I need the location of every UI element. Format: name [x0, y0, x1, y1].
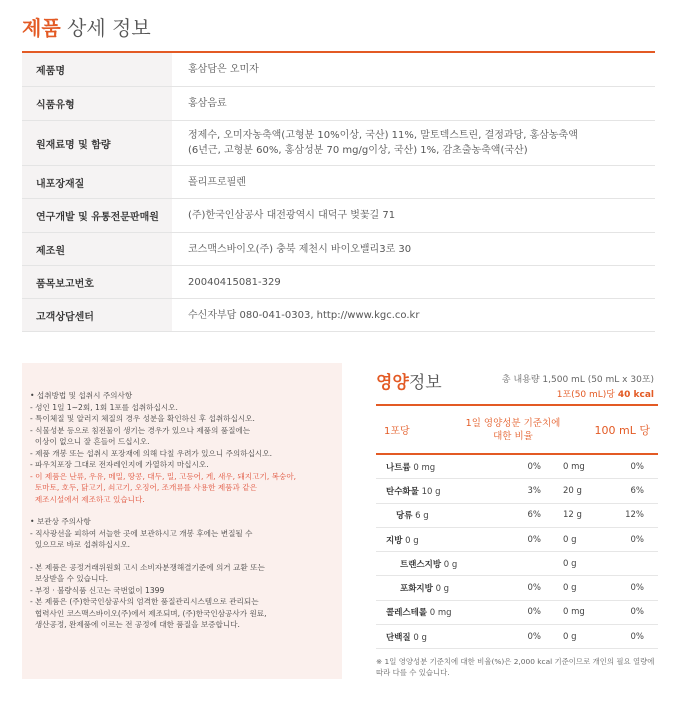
nutrient-amount: 0 g	[405, 535, 419, 546]
nutrient-amount: 10 g	[421, 486, 441, 497]
nutrient-name-cell	[376, 461, 488, 473]
nutrient-name-cell	[376, 606, 488, 618]
header-per-100ml: 100 mL 당	[594, 423, 650, 437]
spec-row	[22, 166, 655, 199]
total-content: 총 내용량 1,500 mL (50 mL x 30포)	[501, 375, 654, 385]
spec-value-line: (주)한국인삼공사 대전광역시 대덕구 벚꽃길 71	[188, 210, 396, 221]
nutrient-amount: 0 mg	[413, 462, 436, 473]
nutrition-title-strong: 영양	[376, 373, 409, 393]
guide-line: 토마토, 호두, 닭고기, 쇠고기, 오징어, 조개류를 사용한 제품과 같은	[30, 483, 257, 492]
storage-lines	[30, 528, 326, 551]
nutrient-name-cell	[376, 558, 488, 570]
nutrient-name-cell	[376, 582, 488, 594]
spec-row	[22, 53, 655, 87]
nutrient-daily-pct: 0%	[527, 583, 541, 594]
spec-value-line: 폴리프로필렌	[188, 176, 246, 188]
nutrient-daily-pct-100ml: 6%	[630, 485, 644, 496]
spec-label: 제조원	[22, 233, 172, 265]
spec-value	[172, 208, 655, 223]
guide-line: - 본 제품은 (주)한국인삼공사의 엄격한 품질관리시스템으로 관리되는	[30, 597, 259, 606]
spec-value	[172, 175, 655, 190]
spec-value-line: 정제수, 오미자농축액(고형분 10%이상, 국산) 11%, 말토덱스트린, 결정과당, 홍삼농축액	[188, 130, 578, 141]
policy-lines	[30, 562, 326, 631]
nutrient-name: 트랜스지방	[400, 559, 442, 570]
spec-label: 고객상담센터	[22, 299, 172, 331]
nutrient-name: 포화지방	[400, 584, 433, 595]
nutrient-daily-pct: 0%	[527, 534, 541, 545]
nutrient-daily-pct-100ml: 12%	[625, 510, 644, 521]
spec-row	[22, 233, 655, 266]
nutrient-amount-100ml: 20 g	[563, 485, 582, 496]
nutrient-name: 당류	[396, 511, 413, 522]
nutrient-row	[376, 479, 658, 503]
spec-label: 제품명	[22, 53, 172, 86]
page-title	[22, 12, 151, 41]
nutrient-name: 콜레스테롤	[386, 608, 428, 619]
guide-line: - 식물성분 등으로 침전물이 생기는 경우가 있으나 제품의 품질에는	[30, 425, 251, 435]
spec-label: 원재료명 및 함량	[22, 121, 172, 165]
guide-line: - 제품 개봉 또는 섭취시 포장재에 의해 다칠 우려가 있으니 주의하십시오.	[30, 448, 273, 458]
nutrient-name: 단백질	[386, 632, 411, 643]
nutrient-daily-pct-100ml: 0%	[630, 534, 644, 545]
spec-row	[22, 121, 655, 166]
intake-title: • 섭취방법 및 섭취시 주의사항	[30, 391, 133, 400]
nutrient-amount-100ml: 0 g	[563, 534, 577, 545]
spec-value-line: 20040415081-329	[188, 276, 281, 288]
nutrient-amount-100ml: 0 g	[563, 631, 577, 642]
storage-title: • 보관상 주의사항	[30, 517, 91, 526]
spec-value-line: (6년근, 고형분 60%, 홍삼성분 70 mg/g이상, 국산) 1%, 감초출농축액(국산)	[188, 145, 528, 156]
nutrient-name: 나트륨	[386, 462, 411, 473]
header-per-serving: 1포당	[384, 426, 410, 437]
guide-line: - 파우치포장 그대로 전자레인지에 가열하지 마십시오.	[30, 460, 209, 469]
nutrient-name-cell	[376, 534, 488, 546]
header-daily-value	[464, 417, 562, 443]
page-title-rest: 상세 정보	[60, 16, 151, 40]
nutrition-footnote: ※ 1일 영양성분 기준치에 대한 비율(%)은 2,000 kcal 기준이므로 개인의 필요 열량에 따라 다를 수 있습니다.	[376, 657, 655, 677]
header-daily-value-line1: 1일 영양성분 기준치에	[465, 417, 561, 429]
nutrient-amount-100ml: 0 g	[563, 583, 577, 594]
guide-line: 생산공정, 완제품에 이르는 전 공정에 대한 품질을 보증합니다.	[30, 620, 240, 629]
nutrient-row	[376, 455, 658, 479]
spec-label: 내포장재질	[22, 166, 172, 198]
nutrient-row	[376, 528, 658, 552]
nutrient-amount-100ml: 12 g	[563, 510, 582, 521]
nutrition-title	[376, 368, 442, 393]
spec-value-line: 홍삼음료	[188, 98, 227, 109]
allergen-warning	[30, 471, 326, 506]
nutrient-daily-pct-100ml: 0%	[630, 607, 644, 618]
nutrient-daily-pct-100ml: 0%	[630, 583, 644, 594]
nutrient-amount: 0 mg	[429, 608, 452, 619]
serving-info	[557, 387, 654, 400]
nutrient-amount-100ml: 0 mg	[563, 461, 585, 472]
nutrient-daily-pct-100ml: 0%	[630, 461, 644, 472]
page-title-strong: 제품	[22, 16, 61, 40]
spec-value	[172, 242, 655, 257]
spec-value	[172, 96, 655, 111]
nutrient-name-cell	[376, 485, 488, 497]
nutrient-row	[376, 504, 658, 528]
nutrient-daily-pct: 3%	[527, 485, 541, 496]
nutrient-row	[376, 576, 658, 600]
guide-line: - 직사광선을 피하여 서늘한 곳에 보관하시고 개봉 후에는 변질될 수	[30, 528, 253, 538]
guide-line: 협력사인 코스맥스바이오(주)에서 제조되며, (주)한국인삼공사가 원료,	[30, 608, 267, 618]
product-spec-table	[22, 51, 655, 332]
spec-value-line: 수신자부담 080-041-0303, http://www.kgc.co.kr	[188, 309, 420, 321]
nutrient-row	[376, 625, 658, 649]
nutrient-daily-pct: 6%	[527, 510, 541, 521]
spec-value-line: 코스맥스바이오(주) 충북 제천시 바이오밸리3로 30	[188, 243, 412, 255]
header-daily-value-line2: 대한 비율	[493, 430, 533, 442]
usage-guide-box	[22, 363, 342, 679]
serving-kcal: 40 kcal	[617, 390, 654, 400]
nutrient-daily-pct: 0%	[527, 607, 541, 618]
guide-line: - 성인 1일 1~2회, 1회 1포를 섭취하십시오.	[30, 402, 178, 412]
nutrient-name: 지방	[386, 535, 403, 546]
guide-line: - 부정 · 불량식품 신고는 국번없이 1399	[30, 585, 165, 595]
nutrient-row	[376, 601, 658, 625]
nutrition-title-rest: 정보	[408, 373, 442, 393]
nutrient-daily-pct: 0%	[527, 631, 541, 642]
spec-row	[22, 266, 655, 299]
nutrition-table-header	[376, 406, 658, 455]
nutrient-amount: 6 g	[415, 511, 429, 522]
spec-label: 품목보고번호	[22, 266, 172, 298]
guide-line: 제조시설에서 제조하고 있습니다.	[30, 494, 145, 504]
nutrient-daily-pct-100ml: 0%	[630, 631, 644, 642]
spec-value	[172, 275, 655, 290]
spec-value	[172, 308, 655, 323]
guide-line: 있으므로 바로 섭취하십시오.	[30, 540, 131, 549]
spec-row	[22, 199, 655, 233]
nutrient-amount-100ml: 0 mg	[563, 607, 585, 618]
guide-line: - 본 제품은 공정거래위원회 고시 소비자분쟁해결기준에 의거 교환 또는	[30, 562, 265, 572]
nutrient-daily-pct: 0%	[527, 461, 541, 472]
spec-label: 식품유형	[22, 87, 172, 120]
guide-line: - 특이체질 및 알러지 체질의 경우 성분을 확인하신 후 섭취하십시오.	[30, 414, 255, 423]
nutrient-row	[376, 552, 658, 576]
guide-line: 이상이 없으니 잘 흔들어 드십시오.	[30, 437, 150, 446]
nutrient-amount-100ml: 0 g	[563, 558, 577, 569]
intake-lines	[30, 402, 326, 471]
spec-value	[172, 62, 655, 77]
spec-value	[172, 128, 655, 158]
nutrient-amount: 0 g	[435, 584, 450, 595]
spec-row	[22, 299, 655, 332]
guide-line: 보상받을 수 있습니다.	[30, 574, 109, 583]
nutrient-amount: 0 g	[443, 559, 458, 570]
guide-line: - 이 제품은 난류, 우유, 메밀, 땅콩, 대두, 밀, 고등어, 게, 새우, 돼지고기, 복숭아,	[30, 471, 297, 481]
nutrient-name-cell	[376, 631, 488, 643]
nutrition-table	[376, 404, 658, 649]
spec-row	[22, 87, 655, 121]
nutrient-name-cell	[376, 509, 488, 521]
nutrient-name: 탄수화물	[386, 486, 419, 497]
spec-value-line: 홍삼담은 오미자	[188, 64, 259, 75]
nutrient-amount: 0 g	[413, 632, 427, 643]
serving-prefix: 1포(50 mL)당	[556, 390, 618, 400]
spec-label: 연구개발 및 유통전문판매원	[22, 199, 172, 232]
